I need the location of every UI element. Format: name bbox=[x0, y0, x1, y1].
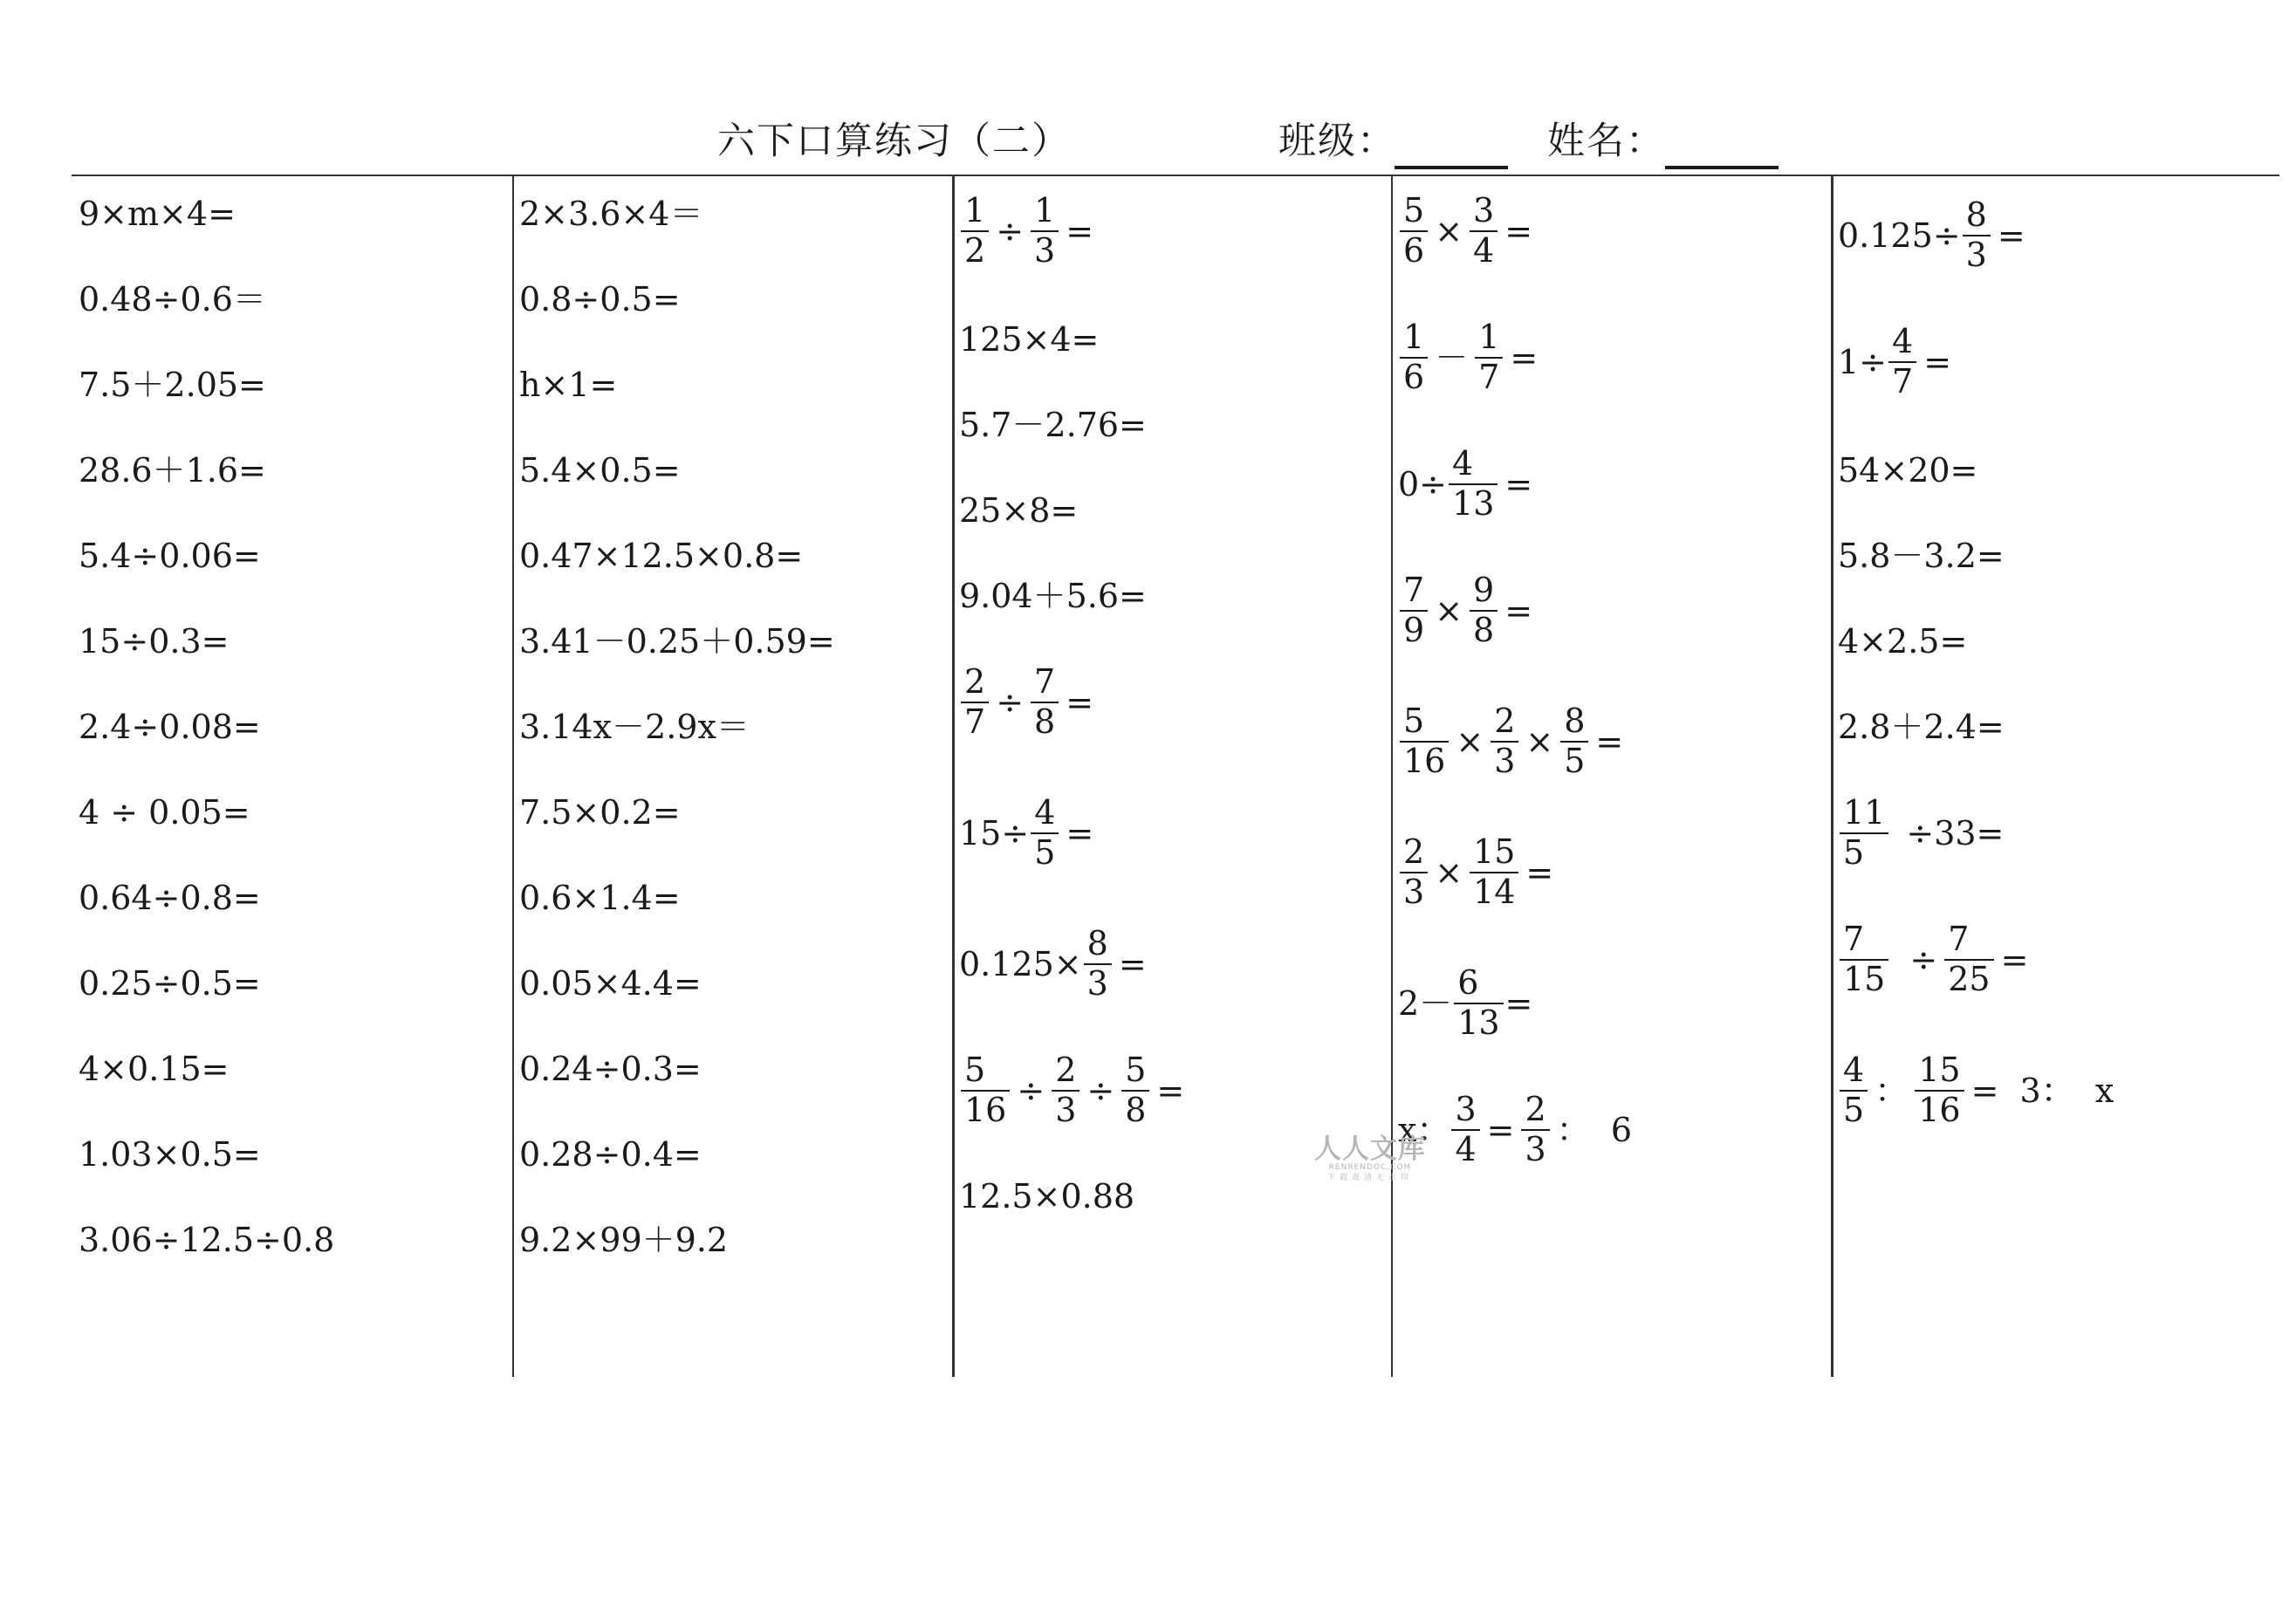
problem: 4×0.15= bbox=[79, 1050, 230, 1088]
problem: 5.4×0.5= bbox=[519, 451, 681, 490]
class-label: 班级： bbox=[1278, 120, 1396, 163]
problem: 2.8＋2.4= bbox=[1838, 708, 2005, 746]
problem: 28.6＋1.6= bbox=[79, 451, 266, 490]
problem: 0.05×4.4= bbox=[519, 964, 702, 1003]
problem: 12.5×0.88 bbox=[959, 1177, 1135, 1216]
problem: 0.6×1.4= bbox=[519, 879, 681, 917]
name-blank bbox=[1665, 166, 1779, 169]
fraction: 1 6 bbox=[1400, 318, 1428, 396]
fraction: $\frac{3}{4}$ bbox=[1470, 192, 1498, 270]
fraction: $\frac{7}{8}$ bbox=[1031, 663, 1059, 741]
fraction: $\frac{5}{6}$ bbox=[1400, 192, 1428, 270]
fraction: $\frac{7}{9}$ bbox=[1400, 572, 1428, 649]
problem: 0.25÷0.5= bbox=[79, 964, 261, 1003]
class-blank bbox=[1395, 166, 1508, 169]
fraction: $\frac{1}{7}$ bbox=[1475, 318, 1503, 396]
fraction: $\frac{7}{25}$ bbox=[1944, 921, 1993, 998]
fraction: $\frac{15}{14}$ bbox=[1470, 833, 1518, 911]
problem: 0.64÷0.8= bbox=[79, 879, 261, 917]
fraction: 11 5 bbox=[1840, 794, 1888, 872]
column-divider bbox=[1391, 175, 1393, 1377]
problem: 2.4÷0.08= bbox=[79, 708, 261, 746]
problem: 25×8= bbox=[959, 491, 1079, 530]
problem: 15÷0.3= bbox=[79, 622, 230, 661]
problem: 5.8－3.2= bbox=[1838, 537, 2005, 575]
fraction: $\frac{5}{8}$ bbox=[1121, 1051, 1149, 1129]
fraction: $\frac{5}{16}$ bbox=[1400, 702, 1449, 780]
problem: 3.41－0.25＋0.59= bbox=[519, 622, 835, 661]
problem: 0.48÷0.6＝ bbox=[79, 280, 266, 318]
fraction: $\frac{2}{3}$ bbox=[1521, 1091, 1549, 1168]
problem: 4 ÷ 0.05= bbox=[79, 793, 250, 832]
problem: 0.47×12.5×0.8= bbox=[519, 537, 804, 575]
fraction: $\frac{7}{15}$ bbox=[1840, 921, 1888, 998]
fraction-problem: $\frac{1}{2}$ ÷ $\frac{1}{3}$ = bbox=[959, 189, 1099, 273]
fraction-problem: $\frac{2}{7}$ ÷ $\frac{7}{8}$ = bbox=[959, 661, 1099, 744]
fraction-problem: 0÷ $\frac{4}{13}$ = bbox=[1398, 444, 1533, 523]
problem: 1.03×0.5= bbox=[79, 1135, 261, 1174]
watermark-logo: 人人文库 RENRENDOC.COM 下载高清无水印 bbox=[1314, 1133, 1426, 1182]
problem: 3.14x－2.9x＝ bbox=[519, 708, 750, 746]
fraction: $\frac{2}{3}$ bbox=[1400, 833, 1428, 911]
problem: 7.5×0.2= bbox=[519, 793, 681, 832]
problem: 3.06÷12.5÷0.8 bbox=[79, 1221, 335, 1259]
fraction-problem: 0.125÷ $\frac{8}{3}$ = bbox=[1838, 195, 2025, 274]
fraction: $\frac{9}{8}$ bbox=[1470, 572, 1498, 649]
problem: 9.2×99＋9.2 bbox=[519, 1221, 729, 1259]
fraction-problem: $\frac{5}{6}$ × $\frac{3}{4}$ = bbox=[1398, 189, 1538, 273]
column-divider bbox=[952, 175, 955, 1377]
problem: 5.7－2.76= bbox=[959, 406, 1147, 444]
fraction-problem: 0.125× $\frac{8}{3}$ = bbox=[959, 924, 1147, 1003]
fraction: $\frac{4}{7}$ bbox=[1888, 323, 1916, 401]
problem: 9.04＋5.6= bbox=[959, 577, 1147, 615]
fraction: $\frac{15}{16}$ bbox=[1915, 1051, 1964, 1129]
problem: 7.5＋2.05= bbox=[79, 366, 266, 404]
fraction-problem: $\frac{7}{15}$ ÷ $\frac{7}{25}$ = bbox=[1838, 918, 2033, 1002]
fraction: $\frac{2}{7}$ bbox=[961, 663, 989, 741]
problem: 54×20= bbox=[1838, 451, 1978, 490]
fraction: $\frac{8}{3}$ bbox=[1963, 196, 1991, 274]
fraction: $\frac{8}{5}$ bbox=[1560, 702, 1588, 780]
fraction: $\frac{1}{3}$ bbox=[1031, 192, 1059, 270]
fraction-problem: 1 6 － $\frac{1}{7}$ = bbox=[1398, 316, 1543, 400]
fraction: $\frac{6}{13}$ bbox=[1454, 964, 1503, 1042]
fraction-problem: 15÷ $\frac{4}{5}$ = bbox=[959, 793, 1094, 872]
column-divider bbox=[512, 175, 514, 1377]
fraction: $\frac{1}{2}$ bbox=[961, 192, 989, 270]
column-divider bbox=[1831, 175, 1833, 1377]
name-label: 姓名： bbox=[1547, 120, 1665, 163]
fraction: $\frac{5}{16}$ bbox=[961, 1051, 1010, 1129]
proportion-problem: 4 5 ： $\frac{15}{16}$ = 3： x bbox=[1838, 1049, 2119, 1133]
problem: 0.8÷0.5= bbox=[519, 280, 681, 318]
header-rule bbox=[72, 175, 2279, 176]
problem: 0.28÷0.4= bbox=[519, 1135, 702, 1174]
fraction-problem: $\frac{5}{16}$ ÷ $\frac{2}{3}$ ÷ $\frac{5}{8}$ = bbox=[959, 1049, 1189, 1133]
fraction: $\frac{4}{13}$ bbox=[1449, 445, 1498, 523]
problem: 125×4= bbox=[959, 320, 1100, 359]
proportion-problem: x： $\frac{3}{4}$ = $\frac{2}{3}$ ： 6 bbox=[1398, 1090, 1632, 1168]
problem: 4×2.5= bbox=[1838, 622, 1968, 661]
problem: 5.4÷0.06= bbox=[79, 537, 261, 575]
problem: h×1= bbox=[519, 366, 618, 404]
fraction-problem: $\frac{5}{16}$ × $\frac{2}{3}$ × $\frac{8}{5}$ = bbox=[1398, 700, 1628, 784]
fraction: $\frac{8}{3}$ bbox=[1084, 925, 1112, 1003]
fraction: $\frac{4}{5}$ bbox=[1031, 794, 1059, 872]
problem: 0.24÷0.3= bbox=[519, 1050, 702, 1088]
fraction-problem: 2－ $\frac{6}{13}$ = bbox=[1398, 963, 1533, 1042]
fraction-problem: $\frac{2}{3}$ × $\frac{15}{14}$ = bbox=[1398, 831, 1559, 914]
problem: 9×m×4= bbox=[79, 195, 236, 233]
fraction-problem: $\frac{7}{9}$ × $\frac{9}{8}$ = bbox=[1398, 569, 1538, 653]
problem: 2×3.6×4＝ bbox=[519, 195, 703, 233]
fraction: $\frac{2}{3}$ bbox=[1052, 1051, 1079, 1129]
fraction-problem: 11 5 ÷33= bbox=[1838, 791, 2004, 875]
fraction: $\frac{3}{4}$ bbox=[1451, 1091, 1479, 1168]
fraction-problem: 1÷ $\frac{4}{7}$ = bbox=[1838, 322, 1952, 401]
page-title: 六下口算练习（二） bbox=[717, 120, 1071, 163]
fraction: 4 5 bbox=[1840, 1051, 1868, 1129]
fraction: $\frac{2}{3}$ bbox=[1491, 702, 1518, 780]
